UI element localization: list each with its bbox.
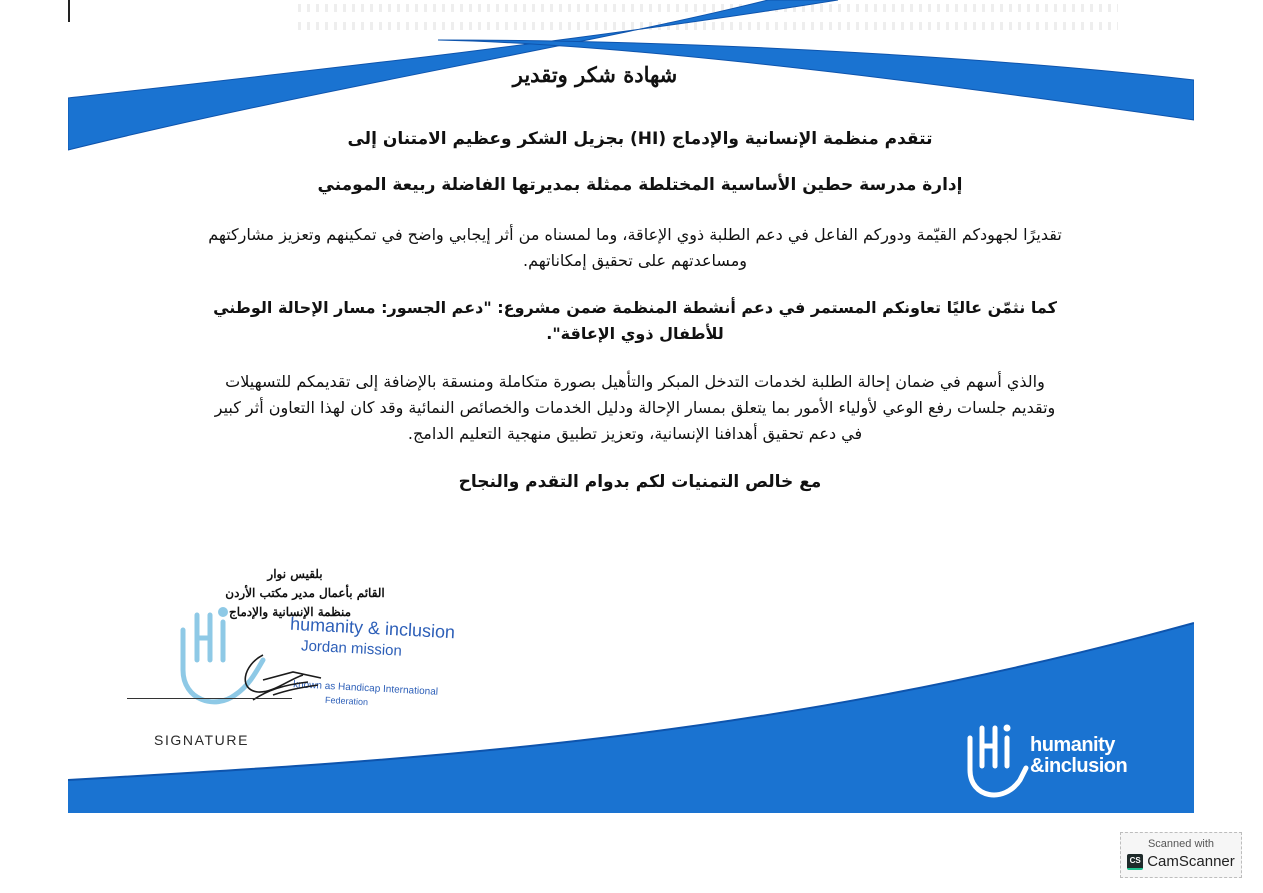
camscanner-watermark xyxy=(1120,832,1242,878)
certificate-intro: تتقدم منظمة الإنسانية والإدماج (HI) بجزيل الشكر وعظيم الامتنان إلى xyxy=(347,129,933,149)
certificate-paragraph-2: كما نثمّن عاليًا تعاونكم المستمر في دعم أنشطة المنظمة ضمن مشروع: "دعم الجسور: مسار الإحالة الوطني للأطفال ذوي الإعاقة". xyxy=(213,298,1057,343)
stamp-known-as-text: known as Handicap International xyxy=(292,679,439,698)
camscanner-logo-icon: CS xyxy=(1127,854,1143,870)
signature-label: SIGNATURE xyxy=(154,732,250,748)
hi-wordmark-line-1: humanity xyxy=(1030,734,1115,756)
handwritten-signature xyxy=(233,650,323,705)
hi-wordmark xyxy=(1030,735,1127,777)
scan-edge-line xyxy=(68,0,70,22)
camscanner-top-text: Scanned with xyxy=(1147,838,1215,850)
certificate-paragraph-1: تقديرًا لجهودكم القيّمة ودوركم الفاعل في دعم الطلبة ذوي الإعاقة، وما لمسناه من أثر إيجابي واضح في تمكينهم وتعزيز مشاركتهم ومساعدتهم على تحقيق إمكاناتهم. xyxy=(208,225,1062,270)
signature-line xyxy=(127,698,292,699)
certificate-recipient: إدارة مدرسة حطين الأساسية المختلطة ممثلة بمديرتها الفاضلة ربيعة المومني xyxy=(317,175,963,195)
signatory-name: بلقيس نوار xyxy=(267,567,323,581)
stamp-federation-text: Federation xyxy=(324,694,369,708)
hi-wordmark-line-2: &inclusion xyxy=(1030,755,1128,777)
signatory-organization: منظمة الإنسانية والإدماج xyxy=(228,605,352,619)
camscanner-app-name: CamScanner xyxy=(1147,853,1235,870)
certificate-title: شهادة شكر وتقدير xyxy=(512,62,678,87)
certificate-closing: مع خالص التمنيات لكم بدوام التقدم والنجاح xyxy=(458,472,822,492)
signatory-role: القائم بأعمال مدير مكتب الأردن xyxy=(225,586,385,600)
stamp-mission-text: Jordan mission xyxy=(300,637,403,660)
certificate-paragraph-3: والذي أسهم في ضمان إحالة الطلبة لخدمات التدخل المبكر والتأهيل بصورة متكاملة ومنسقة بالإضافة إلى تقديمكم للتسهيلات وتقديم جلسات رفع الوعي لأولياء الأمور بما يتعلق بمسار الإحالة ودليل الخدمات والخصائص النمائية وقد كان لهذا التعاون أثر كبير في دعم تحقيق أهدافنا الإنسانية، وتعزيز تطبيق منهجية التعليم الدامج. xyxy=(214,372,1056,443)
stamp-brand-text: humanity & inclusion xyxy=(289,613,456,643)
